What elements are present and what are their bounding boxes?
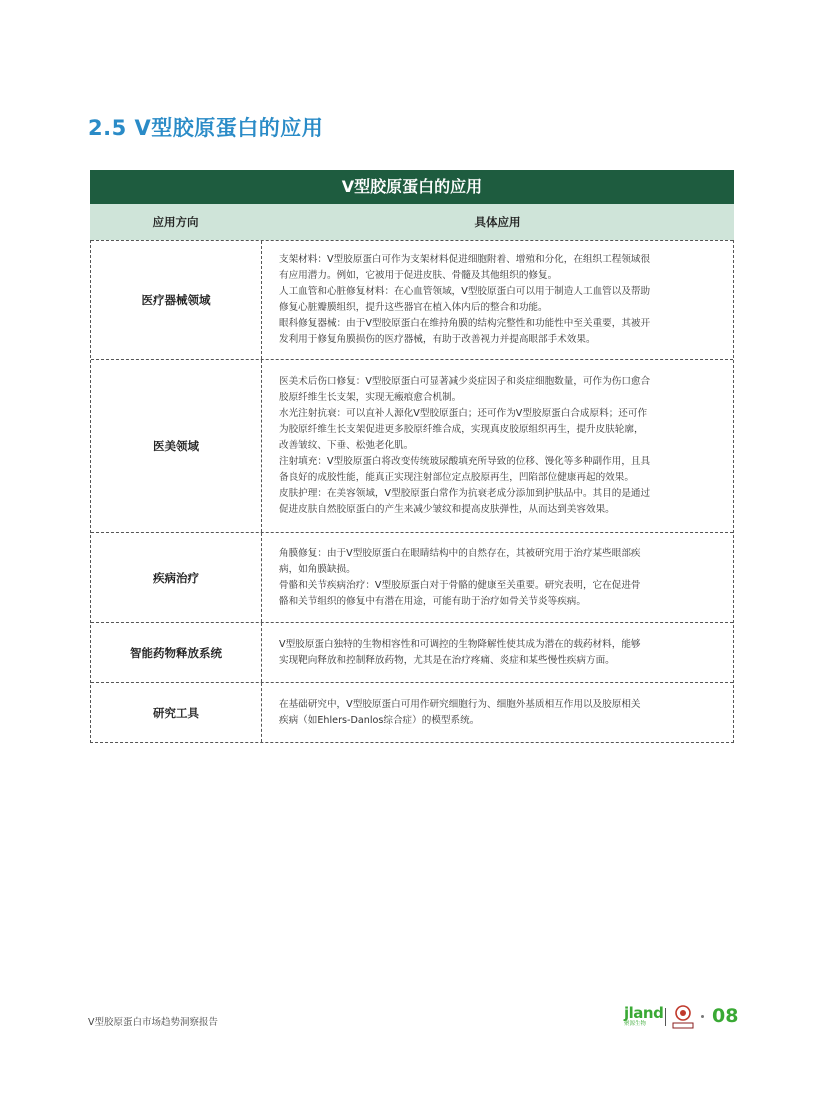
row-direction: 研究工具 (91, 683, 262, 742)
text-line: 注射填充：V型胶原蛋白将改变传统玻尿酸填充所导致的位移、馒化等多种副作用，且具 (279, 456, 651, 467)
text-line: 人工血管和心脏修复材料：在心血管领域，V型胶原蛋白可以用于制造人工血管以及帮助 (279, 286, 651, 297)
text-line: 病，如角膜缺损。 (279, 563, 356, 575)
table-header-row (90, 204, 734, 240)
table-row (91, 622, 733, 682)
text-line: 有应用潜力。例如，它被用于促进皮肤、骨髓及其他组织的修复。 (279, 270, 558, 281)
text-line: 促进皮肤自然胶原蛋白的产生来减少皱纹和提高皮肤弹性，从而达到美容效果。 (279, 504, 615, 515)
text-line: 骼和关节组织的修复中有潜在用途，可能有助于治疗如骨关节炎等疾病。 (279, 595, 586, 607)
logo-divider (665, 1008, 666, 1026)
row-direction: 智能药物释放系统 (91, 623, 262, 682)
row-direction: 疾病治疗 (91, 533, 262, 622)
text-line: 支架材料：V型胶原蛋白可作为支架材料促进细胞附着、增殖和分化，在组织工程领域很 (279, 254, 651, 265)
jland-logo (624, 1004, 664, 1030)
table-title: V型胶原蛋白的应用 (90, 170, 734, 204)
row-application (262, 241, 733, 359)
text-line: 在基础研究中，V型胶原蛋白可用作研究细胞行为、细胞外基质相互作用以及胶原相关 (279, 698, 641, 710)
text-line: 备良好的成胶性能，能真正实现注射部位定点胶原再生，凹陷部位健康再起的效果。 (279, 472, 634, 483)
table-body (90, 240, 734, 743)
table-row (91, 240, 733, 359)
text-line: 疾病（如Ehlers-Danlos综合症）的模型系统。 (279, 714, 480, 726)
text-line: 水光注射抗衰：可以直补人源化V型胶原蛋白；还可作为V型胶原蛋白合成原料；还可作 (279, 408, 648, 419)
text-line: 医美术后伤口修复：V型胶原蛋白可显著减少炎症因子和炎症细胞数量，可作为伤口愈合 (279, 376, 651, 387)
page-number: 08 (712, 1005, 739, 1027)
application-table (90, 170, 734, 743)
header-application: 具体应用 (474, 215, 521, 229)
text-line: 胶原纤维生长支架，实现无瘢痕愈合机制。 (279, 392, 462, 403)
text-line: 角膜修复：由于V型胶原蛋白在眼睛结构中的自然存在，其被研究用于治疗某些眼部疾 (279, 547, 641, 559)
row-application (262, 623, 733, 682)
partner-logo-icon (671, 1004, 695, 1030)
logo-word: jland (624, 1004, 664, 1022)
footer-report-title: V型胶原蛋白市场趋势洞察报告 (88, 1017, 218, 1028)
text-line: 为胶原纤维生长支架促进更多胶原纤维合成，实现真皮胶原组织再生，提升皮肤轮廓， (279, 424, 644, 435)
separator-dot (701, 1015, 704, 1018)
text-line: 修复心脏瓣膜组织，提升这些器官在植入体内后的整合和功能。 (279, 302, 548, 313)
row-application (262, 683, 733, 742)
text-line: 改善皱纹、下垂、松弛老化肌。 (279, 440, 414, 451)
text-line: 眼科修复器械：由于V型胶原蛋白在维持角膜的结构完整性和功能性中至关重要，其被开 (279, 318, 651, 329)
table-row (91, 682, 733, 742)
table-row (91, 532, 733, 622)
text-line: 发利用于修复角膜损伤的医疗器械，有助于改善视力并提高眼部手术效果。 (279, 334, 596, 345)
table-row (91, 359, 733, 532)
text-line: V型胶原蛋白独特的生物相容性和可调控的生物降解性使其成为潜在的载药材料，能够 (279, 638, 641, 650)
row-application (262, 533, 733, 622)
row-direction: 医美领域 (91, 360, 262, 532)
header-direction: 应用方向 (152, 215, 199, 229)
text-line: 骨骼和关节疾病治疗：V型胶原蛋白对于骨骼的健康至关重要。研究表明，它在促进骨 (279, 579, 641, 591)
row-application (262, 360, 733, 532)
logo-sub: 聚源生物 (624, 1021, 647, 1027)
section-title: 2.5 V型胶原蛋白的应用 (88, 116, 324, 140)
row-direction: 医疗器械领域 (91, 241, 262, 359)
text-line: 皮肤护理：在美容领域，V型胶原蛋白常作为抗衰老成分添加到护肤品中。其目的是通过 (279, 488, 651, 499)
text-line: 实现靶向释放和控制释放药物，尤其是在治疗疼痛、炎症和某些慢性疾病方面。 (279, 654, 615, 666)
